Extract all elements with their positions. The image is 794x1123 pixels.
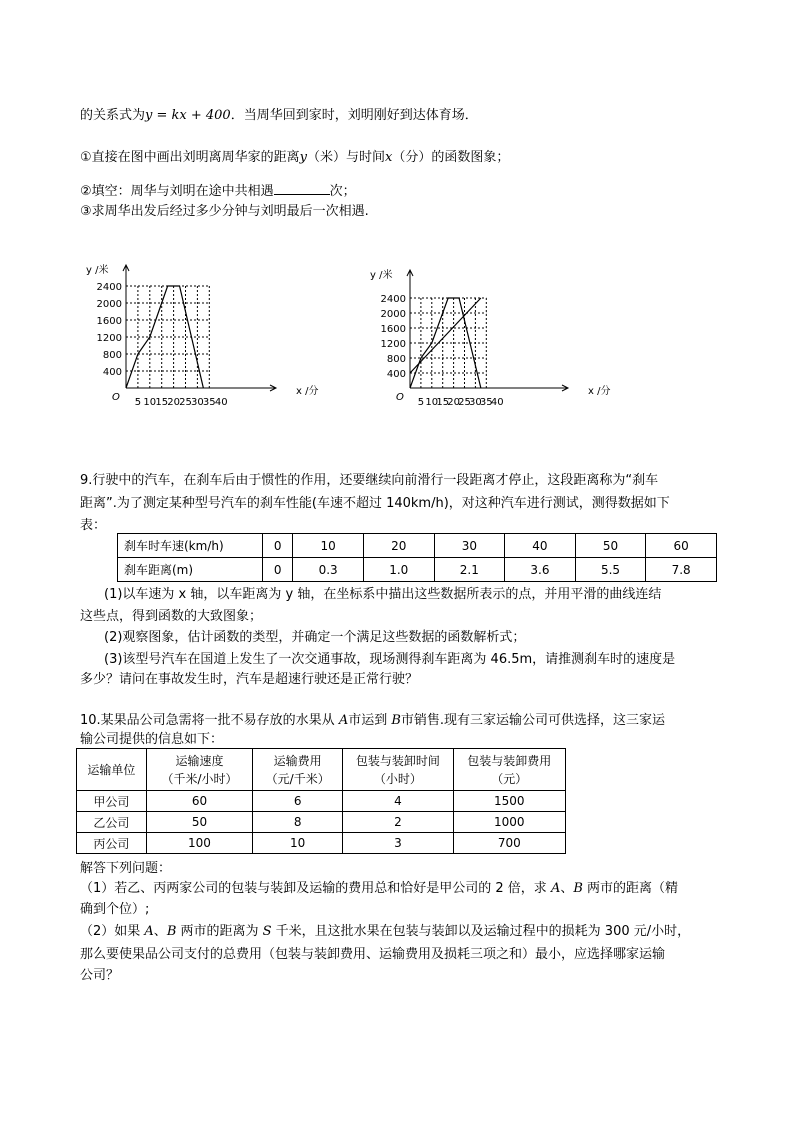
x-tick-label: 15 [155, 397, 169, 408]
table-cell: 5.5 [575, 558, 646, 582]
y-axis-label: y /米 [370, 270, 393, 281]
table-cell: 6 [253, 791, 343, 812]
header-b: （小时） [373, 771, 422, 786]
graph-1 [80, 255, 340, 415]
x-tick-label: 40 [490, 397, 504, 408]
brake-speed-row [118, 534, 717, 558]
question-3: ③求周华出发后经过多少分钟与刘明最后一次相遇. [80, 204, 369, 219]
x-tick-label: 40 [214, 397, 228, 408]
q2-pre: ②填空：周华与刘明在途中共相遇 [80, 184, 274, 199]
table-cell: 8 [253, 812, 343, 833]
header-a: 运输单位 [87, 763, 136, 777]
x-tick-label: 5 [134, 397, 142, 408]
table-cell: 60 [146, 791, 252, 812]
table-cell: 3.6 [505, 558, 576, 582]
p10-sub2a [80, 922, 690, 941]
header-a: 运输速度 [175, 753, 224, 768]
q1-pre: ①直接在图中画出刘明离周华家的距离 [80, 150, 300, 165]
table-cell: 甲公司 [77, 791, 147, 812]
table-cell: 60 [646, 534, 717, 558]
y-tick-label: 2400 [96, 282, 122, 293]
x-tick-label: 20 [167, 397, 180, 408]
p9-line2: 距离”.为了测定某种型号汽车的刹车性能(车速不超过 140km/h)，对这种汽车进行测试，测得数据如下 [80, 496, 670, 511]
y-tick-label: 2000 [96, 299, 122, 310]
x-tick-label: 30 [191, 397, 204, 408]
table-cell: 1000 [453, 812, 565, 833]
x-tick-label: 5 [417, 397, 425, 408]
x-tick-label: 30 [469, 397, 482, 408]
series-line [126, 286, 203, 388]
transport-header-row [77, 749, 566, 791]
p10-sub1b: 确到个位）; [80, 902, 150, 917]
table-cell: 50 [575, 534, 646, 558]
x-tick-label: 20 [447, 397, 460, 408]
p9-sub3b: 多少？请问在事故发生时，汽车是超速行驶还是正常行驶？ [80, 672, 419, 687]
y-axis-label: y /米 [86, 265, 109, 276]
header-cell [253, 749, 343, 791]
q2-post: 次； [329, 184, 356, 199]
p9-sub2: (2)观察图象，估计函数的类型，并确定一个满足这些数据的函数解析式； [104, 630, 526, 645]
question-2 [80, 181, 356, 201]
table-cell: 4 [343, 791, 453, 812]
x-tick-label: 35 [202, 397, 216, 408]
table-cell: 2.1 [434, 558, 505, 582]
q1-mid: （米）与时间 [307, 150, 386, 165]
y-tick-label: 800 [102, 350, 122, 361]
y-tick-label: 1600 [380, 324, 406, 335]
header-a: 包装与装卸时间 [355, 753, 440, 768]
p10-l1-B: B [391, 713, 401, 728]
table-cell: 0 [263, 558, 293, 582]
p10-l1-c: 市销售.现有三家运输公司可供选择，这三家运 [400, 713, 666, 728]
p10-s2a-pre: （2）如果 [80, 924, 145, 939]
p10-sub1a [80, 879, 678, 898]
table-cell: 40 [505, 534, 576, 558]
table-cell: 20 [363, 534, 434, 558]
p10-s1a-post: 两市的距离（精 [582, 881, 679, 896]
table-cell: 10 [253, 833, 343, 854]
q1-y: y [299, 150, 308, 165]
y-tick-label: 2000 [380, 309, 406, 320]
header-a: 运输费用 [273, 753, 322, 768]
y-tick-label: 2400 [380, 294, 406, 305]
y-tick-label: 800 [386, 354, 406, 365]
p10-s2a-mid2: 两市的距离为 [176, 924, 263, 939]
x-tick-label: 25 [458, 397, 471, 408]
p10-sub2c: 公司？ [80, 968, 120, 983]
origin-label: O [396, 392, 404, 403]
table-cell: 1.0 [363, 558, 434, 582]
p10-l1-a: 10.某果品公司急需将一批不易存放的水果从 [80, 713, 339, 728]
p9-sub1a: (1)以车速为 x 轴，以车距离为 y 轴，在坐标系中描出这些数据所表示的点，并用平滑的曲线连结 [104, 587, 662, 602]
transport-table [76, 748, 566, 854]
p10-s1a-A: A [550, 881, 561, 896]
x-tick-label: 25 [179, 397, 192, 408]
x-tick-label: 15 [436, 397, 450, 408]
p10-line2: 输公司提供的信息如下： [80, 732, 224, 747]
p10-prompt: 解答下列问题： [80, 861, 172, 876]
table-cell: 7.8 [646, 558, 717, 582]
p10-l1-A: A [338, 713, 349, 728]
x-tick-label: 10 [425, 397, 439, 408]
p10-s2a-mid: 、 [153, 924, 167, 939]
table-row [77, 833, 566, 854]
table-cell: 3 [343, 833, 453, 854]
header-cell [146, 749, 252, 791]
y-tick-label: 400 [102, 367, 122, 378]
intro-post: ．当周华回到家时，刘明刚好到达体育场． [230, 108, 478, 123]
header-b: （元） [491, 771, 528, 786]
answer-blank[interactable] [274, 181, 330, 195]
p9-line3: 表： [80, 518, 107, 533]
x-axis-label: x /分 [296, 386, 319, 397]
brake-table [117, 533, 717, 582]
p9-line1: 9.行驶中的汽车，在刹车后由于惯性的作用，还要继续向前滑行一段距离才停止，这段距离称为“刹车 [80, 473, 659, 488]
y-tick-label: 400 [386, 369, 406, 380]
p10-s1a-pre: （1）若乙、丙两家公司的包装与装卸及运输的费用总和恰好是甲公司的 2 倍，求 [80, 881, 551, 896]
table-row [77, 791, 566, 812]
x-tick-label: 10 [143, 397, 157, 408]
p10-s1a-mid: 、 [560, 881, 574, 896]
p10-s2a-B: B [166, 924, 177, 939]
p9-sub3a: (3)该型号汽车在国道上发生了一次交通事故，现场测得刹车距离为 46.5m，请推测刹车时的速度是 [104, 652, 676, 667]
table-cell: 0.3 [293, 558, 364, 582]
q1-post: （分）的函数图象； [392, 150, 510, 165]
header-b: （元/千米） [265, 771, 330, 786]
table-row [77, 812, 566, 833]
header-cell [343, 749, 453, 791]
table-cell: 0 [263, 534, 293, 558]
p9-sub1b: 这些点，得到函数的大致图象； [80, 609, 263, 624]
table-cell: 刹车时车速(km/h) [118, 534, 263, 558]
x-tick-label: 35 [479, 397, 493, 408]
table-cell: 50 [146, 812, 252, 833]
q1-x: x [385, 150, 393, 165]
graph-2 [370, 268, 630, 418]
p10-s2a-A: A [144, 924, 154, 939]
p10-s2a-S: S [262, 924, 272, 939]
intro-pre: 的关系式为 [80, 108, 146, 123]
brake-distance-row [118, 558, 717, 582]
table-cell: 100 [146, 833, 252, 854]
header-a: 包装与装卸费用 [467, 753, 552, 768]
table-cell: 2 [343, 812, 453, 833]
table-cell: 700 [453, 833, 565, 854]
table-cell: 丙公司 [77, 833, 147, 854]
intro-line [80, 106, 478, 125]
origin-label: O [112, 392, 120, 403]
table-cell: 刹车距离(m) [118, 558, 263, 582]
table-cell: 1500 [453, 791, 565, 812]
p10-line1 [80, 711, 665, 730]
intro-formula: y = kx + 400 [145, 108, 231, 123]
p10-s2a-post: 千米，且这批水果在包装与装卸以及运输过程中的损耗为 300 元/小时， [271, 924, 691, 939]
table-cell: 30 [434, 534, 505, 558]
x-axis-label: x /分 [588, 386, 611, 397]
y-tick-label: 1200 [96, 333, 122, 344]
table-cell: 10 [293, 534, 364, 558]
p10-s1a-B: B [573, 881, 583, 896]
table-cell: 乙公司 [77, 812, 147, 833]
y-tick-label: 1200 [380, 339, 406, 350]
p10-l1-b: 市运到 [348, 713, 392, 728]
header-cell [77, 749, 147, 791]
y-tick-label: 1600 [96, 316, 122, 327]
header-cell [453, 749, 565, 791]
header-b: （千米/小时） [161, 771, 238, 786]
question-1 [80, 148, 509, 167]
p10-sub2b: 那么要使果品公司支付的总费用（包装与装卸费用、运输费用及损耗三项之和）最小，应选择哪家运输 [80, 947, 666, 962]
